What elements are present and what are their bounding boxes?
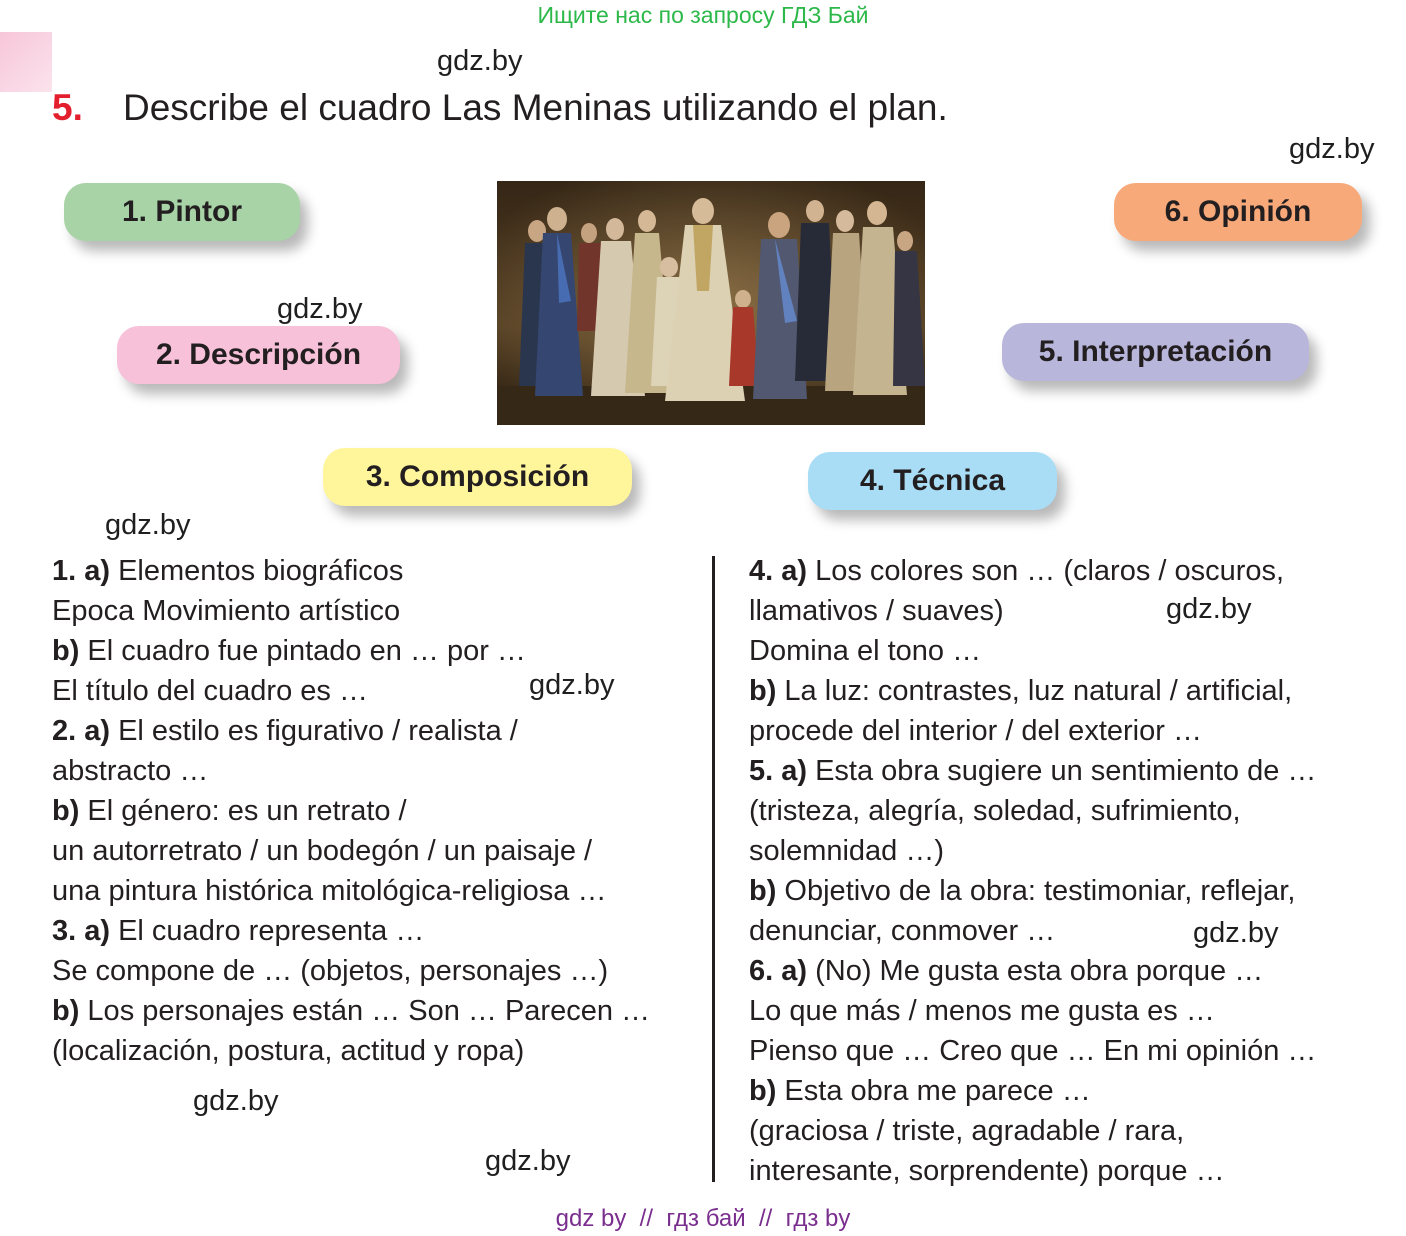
text-line: 1. a) Elementos biográficos — [52, 555, 404, 587]
text-line: 6. a) (No) Me gusta esta obra porque … — [749, 955, 1264, 987]
text-line: (graciosa / triste, agradable / rara, — [749, 1115, 1185, 1147]
text-line: un autorretrato / un bodegón / un paisaje / — [52, 835, 593, 867]
text-line: solemnidad …) — [749, 835, 945, 867]
text-line: b) Esta obra me parece … — [749, 1075, 1091, 1107]
text-line: b) Objetivo de la obra: testimoniar, reflejar, — [749, 875, 1296, 907]
watermark: gdz.by — [1193, 917, 1279, 949]
plan-item-interpretacion: 5. Interpretación — [1002, 323, 1309, 381]
text-line: una pintura histórica mitológica-religiosa … — [52, 875, 607, 907]
text-line: interesante, sorprendente) porque … — [749, 1155, 1225, 1187]
text-line: Lo que más / menos me gusta es … — [749, 995, 1215, 1027]
text-line: (tristeza, alegría, soledad, sufrimiento, — [749, 795, 1241, 827]
task-title: Describe el cuadro Las Meninas utilizando el plan. — [123, 87, 948, 128]
text-line: 3. a) El cuadro representa … — [52, 915, 425, 947]
text-line: procede del interior / del exterior … — [749, 715, 1202, 747]
watermark: gdz.by — [105, 509, 191, 541]
site-banner: Ищите нас по запросу ГДЗ Бай — [537, 2, 869, 28]
watermark: gdz.by — [1166, 593, 1252, 625]
plan-details-right — [749, 551, 1316, 1191]
plan-item-pintor: 1. Pintor — [64, 183, 300, 241]
text-line: b) La luz: contrastes, luz natural / artificial, — [749, 675, 1293, 707]
text-line: b) El cuadro fue pintado en … por … — [52, 635, 526, 667]
watermark: gdz.by — [529, 669, 615, 701]
page-corner-tab — [0, 32, 52, 92]
column-divider — [712, 556, 715, 1182]
text-line: Epoca Movimiento artístico — [52, 595, 401, 627]
watermark: gdz.by — [437, 45, 523, 77]
plan-item-opinion: 6. Opinión — [1114, 183, 1362, 241]
watermark: gdz.by — [277, 293, 363, 325]
text-line: Se compone de … (objetos, personajes …) — [52, 955, 609, 987]
text-line: abstracto … — [52, 755, 209, 787]
text-line: 2. a) El estilo es figurativo / realista / — [52, 715, 518, 747]
text-line: 5. a) Esta obra sugiere un sentimiento de … — [749, 755, 1317, 787]
plan-item-descripcion: 2. Descripción — [117, 326, 400, 384]
text-line: denunciar, conmover … — [749, 915, 1056, 947]
text-line: llamativos / suaves) — [749, 595, 1004, 627]
text-line: (localización, postura, actitud y ropa) — [52, 1035, 525, 1067]
watermark: gdz.by — [1289, 133, 1375, 165]
plan-item-composicion: 3. Composición — [323, 448, 632, 506]
plan-item-tecnica: 4. Técnica — [808, 452, 1057, 510]
painting-image — [497, 181, 925, 425]
text-line: El título del cuadro es … — [52, 675, 368, 707]
text-line: Pienso que … Creo que … En mi opinión … — [749, 1035, 1317, 1067]
text-line: Domina el tono … — [749, 635, 982, 667]
plan-details-left — [52, 551, 650, 1071]
text-line: 4. a) Los colores son … (claros / oscuros, — [749, 555, 1285, 587]
task-number: 5. — [52, 87, 83, 128]
text-line: b) Los personajes están … Son … Parecen … — [52, 995, 651, 1027]
watermark: gdz.by — [485, 1145, 571, 1177]
footer-links: gdz by // гдз бай // гдз by — [555, 1205, 851, 1232]
text-line: b) El género: es un retrato / — [52, 795, 407, 827]
watermark: gdz.by — [193, 1085, 279, 1117]
